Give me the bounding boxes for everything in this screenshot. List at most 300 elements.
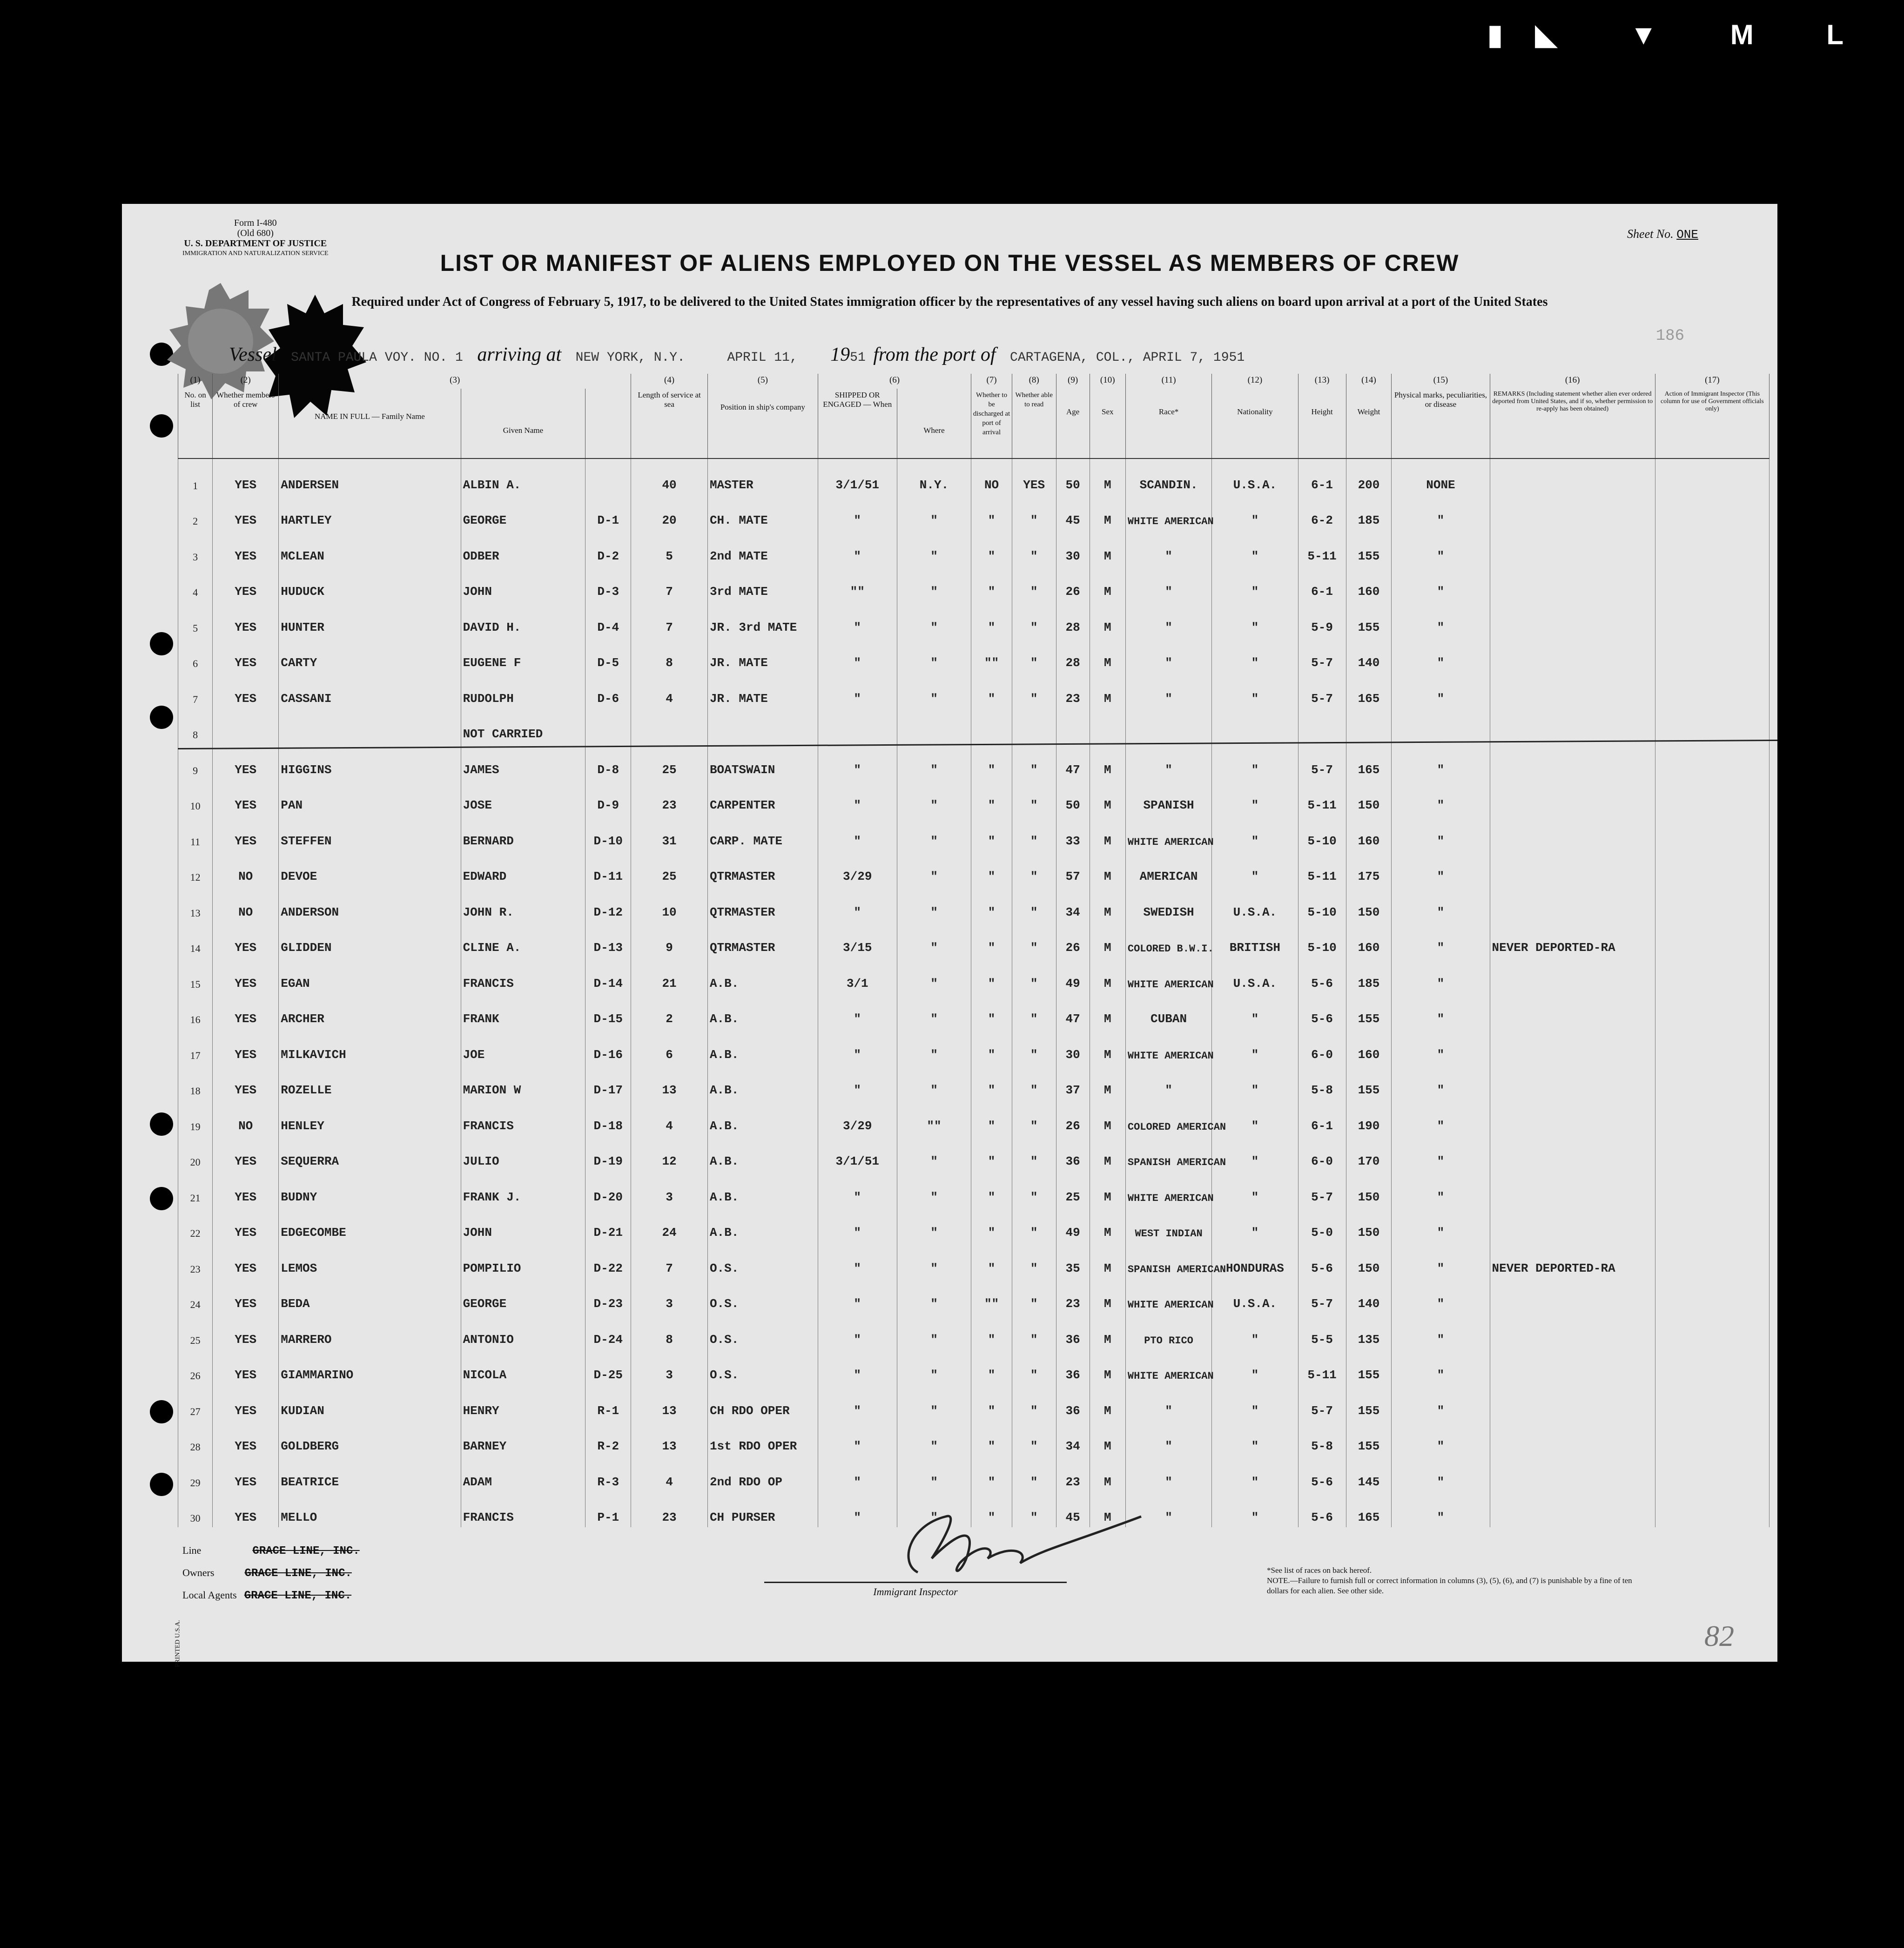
given-name-cell: NICOLA	[461, 1349, 585, 1385]
weight-cell: 165	[1346, 744, 1392, 780]
nationality-cell: "	[1212, 1065, 1298, 1100]
weight-cell: 165	[1346, 673, 1392, 708]
age-cell: 36	[1056, 1349, 1090, 1385]
physical-marks-cell: "	[1392, 530, 1490, 566]
nationality-cell	[1212, 708, 1298, 744]
inspector-action-cell	[1655, 851, 1769, 887]
position-cell: 1st RDO OPER	[707, 1421, 818, 1456]
weight-cell: 155	[1346, 993, 1392, 1029]
position-cell: QTRMASTER	[707, 886, 818, 922]
height-cell: 5-11	[1298, 780, 1346, 816]
nationality-cell: "	[1212, 1171, 1298, 1207]
family-name-cell: KUDIAN	[279, 1385, 461, 1421]
inspector-action-cell	[1655, 1065, 1769, 1100]
given-name-cell: DAVID H.	[461, 601, 585, 637]
discharged-cell	[971, 708, 1012, 744]
crew-code-cell: D-10	[585, 815, 631, 851]
discharged-cell: ""	[971, 637, 1012, 673]
position-cell: A.B.	[707, 1171, 818, 1207]
crew-member-cell: YES	[213, 1278, 279, 1314]
able-to-read-cell: "	[1012, 601, 1056, 637]
shipped-when-cell: 3/29	[818, 1100, 897, 1136]
line-number-cell: 6	[178, 637, 213, 673]
height-cell: 5-6	[1298, 957, 1346, 993]
given-name-cell: FRANCIS	[461, 1100, 585, 1136]
margin-note: 82	[1704, 1619, 1734, 1652]
age-cell: 36	[1056, 1314, 1090, 1349]
line-number-cell: 16	[178, 993, 213, 1029]
table-row	[178, 708, 1769, 744]
given-name-cell: JOHN	[461, 1207, 585, 1243]
service-length-cell: 25	[631, 744, 708, 780]
weight-cell: 160	[1346, 815, 1392, 851]
column-number: (4)	[631, 374, 708, 389]
discharged-cell: "	[971, 601, 1012, 637]
height-cell: 5-6	[1298, 1242, 1346, 1278]
age-cell: 50	[1056, 458, 1090, 495]
given-name-cell: ODBER	[461, 530, 585, 566]
shipped-where-cell: "	[897, 1349, 971, 1385]
nationality-cell: BRITISH	[1212, 922, 1298, 958]
discharged-cell: NO	[971, 458, 1012, 495]
inspector-action-cell	[1655, 673, 1769, 708]
shipped-where-cell: "	[897, 815, 971, 851]
height-cell: 6-1	[1298, 566, 1346, 602]
column-header: Physical marks, peculiarities, or disease	[1392, 389, 1490, 458]
film-marks: ▮◣ ▼ M L	[1487, 19, 1876, 50]
nationality-cell: U.S.A.	[1212, 1278, 1298, 1314]
able-to-read-cell: "	[1012, 1100, 1056, 1136]
position-cell: CARPENTER	[707, 780, 818, 816]
remarks-cell	[1490, 957, 1655, 993]
crew-member-cell: YES	[213, 1171, 279, 1207]
able-to-read-cell: "	[1012, 1456, 1056, 1492]
crew-code-cell: D-9	[585, 780, 631, 816]
crew-code-cell	[585, 708, 631, 744]
nationality-cell: "	[1212, 530, 1298, 566]
discharged-cell: "	[971, 744, 1012, 780]
shipped-when-cell: "	[818, 673, 897, 708]
service-name: IMMIGRATION AND NATURALIZATION SERVICE	[182, 250, 329, 257]
shipped-where-cell: "	[897, 601, 971, 637]
age-cell: 47	[1056, 993, 1090, 1029]
column-header: Nationality	[1212, 389, 1298, 458]
service-length-cell: 12	[631, 1136, 708, 1172]
crew-code-cell: R-3	[585, 1456, 631, 1492]
service-length-cell: 3	[631, 1349, 708, 1385]
able-to-read-cell: "	[1012, 1385, 1056, 1421]
remarks-cell	[1490, 886, 1655, 922]
service-length-cell: 8	[631, 1314, 708, 1349]
sex-cell	[1090, 708, 1125, 744]
family-name-cell: BEATRICE	[279, 1456, 461, 1492]
table-row	[178, 530, 1769, 566]
crew-code-cell: D-13	[585, 922, 631, 958]
agents-row	[182, 1584, 360, 1607]
agents-label: Local Agents	[182, 1589, 237, 1601]
crew-member-cell: YES	[213, 815, 279, 851]
age-cell: 23	[1056, 1456, 1090, 1492]
discharged-cell: "	[971, 1349, 1012, 1385]
nationality-cell: "	[1212, 1349, 1298, 1385]
family-name-cell: ANDERSEN	[279, 458, 461, 495]
height-cell: 5-8	[1298, 1065, 1346, 1100]
shipped-where-cell: "	[897, 566, 971, 602]
service-length-cell: 5	[631, 530, 708, 566]
shipped-where-cell: "	[897, 1278, 971, 1314]
column-number: (2)	[213, 374, 279, 389]
physical-marks-cell: "	[1392, 1492, 1490, 1528]
column-number: (14)	[1346, 374, 1392, 389]
service-length-cell	[631, 708, 708, 744]
able-to-read-cell: "	[1012, 637, 1056, 673]
remarks-cell	[1490, 637, 1655, 673]
table-row	[178, 1207, 1769, 1243]
sex-cell: M	[1090, 1421, 1125, 1456]
position-cell: QTRMASTER	[707, 851, 818, 887]
remarks-cell	[1490, 530, 1655, 566]
nationality-cell: "	[1212, 1385, 1298, 1421]
race-cell: "	[1125, 1385, 1211, 1421]
sex-cell: M	[1090, 993, 1125, 1029]
crew-code-cell: D-6	[585, 673, 631, 708]
able-to-read-cell: "	[1012, 1171, 1056, 1207]
crew-member-cell: NO	[213, 1100, 279, 1136]
given-name-cell: BARNEY	[461, 1421, 585, 1456]
given-name-cell: FRANK J.	[461, 1171, 585, 1207]
shipped-where-cell: "	[897, 673, 971, 708]
physical-marks-cell: "	[1392, 566, 1490, 602]
nationality-cell: "	[1212, 1029, 1298, 1065]
service-length-cell: 21	[631, 957, 708, 993]
sex-cell: M	[1090, 1136, 1125, 1172]
height-cell: 5-8	[1298, 1421, 1346, 1456]
table-row	[178, 1242, 1769, 1278]
arriving-label: arriving at	[477, 344, 562, 365]
remarks-cell	[1490, 601, 1655, 637]
service-length-cell: 40	[631, 458, 708, 495]
crew-code-cell: D-24	[585, 1314, 631, 1349]
inspector-action-cell	[1655, 957, 1769, 993]
weight-cell: 155	[1346, 1421, 1392, 1456]
remarks-cell	[1490, 1492, 1655, 1528]
physical-marks-cell: NONE	[1392, 458, 1490, 495]
able-to-read-cell: "	[1012, 1242, 1056, 1278]
inspector-action-cell	[1655, 1314, 1769, 1349]
family-name-cell: ARCHER	[279, 993, 461, 1029]
column-header: Whether able to read	[1012, 389, 1056, 458]
family-name-cell: GIAMMARINO	[279, 1349, 461, 1385]
given-name-cell: JULIO	[461, 1136, 585, 1172]
table-row	[178, 1456, 1769, 1492]
inspector-action-cell	[1655, 458, 1769, 495]
crew-member-cell	[213, 708, 279, 744]
given-name-cell: JOHN	[461, 566, 585, 602]
height-cell: 5-11	[1298, 530, 1346, 566]
inspector-action-cell	[1655, 1207, 1769, 1243]
remarks-cell	[1490, 566, 1655, 602]
weight-cell: 160	[1346, 922, 1392, 958]
physical-marks-cell: "	[1392, 637, 1490, 673]
given-name-cell: MARION W	[461, 1065, 585, 1100]
column-header: Whether to be discharged at port of arrival	[971, 389, 1012, 458]
race-cell: "	[1125, 637, 1211, 673]
vessel-label: Vessel	[229, 344, 277, 365]
crew-member-cell: YES	[213, 458, 279, 495]
service-length-cell: 8	[631, 637, 708, 673]
crew-code-cell: D-20	[585, 1171, 631, 1207]
sex-cell: M	[1090, 922, 1125, 958]
line-number-cell: 28	[178, 1421, 213, 1456]
discharged-cell: ""	[971, 1278, 1012, 1314]
nationality-cell: "	[1212, 1456, 1298, 1492]
discharged-cell: "	[971, 1029, 1012, 1065]
inspector-action-cell	[1655, 1029, 1769, 1065]
column-number: (5)	[707, 374, 818, 389]
able-to-read-cell: "	[1012, 673, 1056, 708]
physical-marks-cell: "	[1392, 1456, 1490, 1492]
shipped-when-cell: "	[818, 993, 897, 1029]
remarks-cell	[1490, 744, 1655, 780]
race-cell: CUBAN	[1125, 993, 1211, 1029]
service-length-cell: 6	[631, 1029, 708, 1065]
table-row	[178, 1385, 1769, 1421]
shipped-where-cell: "	[897, 530, 971, 566]
weight-cell	[1346, 708, 1392, 744]
column-header	[585, 389, 631, 458]
shipped-when-cell: "	[818, 1456, 897, 1492]
position-cell: O.S.	[707, 1242, 818, 1278]
sheet-number-value: ONE	[1676, 228, 1698, 242]
column-number-row	[178, 374, 1769, 389]
line-number-cell: 25	[178, 1314, 213, 1349]
discharged-cell: "	[971, 1207, 1012, 1243]
column-header: No. on list	[178, 389, 213, 458]
weight-cell: 170	[1346, 1136, 1392, 1172]
table-row	[178, 1100, 1769, 1136]
table-row	[178, 1065, 1769, 1100]
inspector-action-cell	[1655, 637, 1769, 673]
age-cell	[1056, 708, 1090, 744]
table-row	[178, 922, 1769, 958]
line-number-cell: 13	[178, 886, 213, 922]
family-name-cell: BEDA	[279, 1278, 461, 1314]
age-cell: 30	[1056, 1029, 1090, 1065]
height-cell: 5-7	[1298, 1278, 1346, 1314]
discharged-cell: "	[971, 886, 1012, 922]
able-to-read-cell: "	[1012, 957, 1056, 993]
shipped-when-cell: "	[818, 1314, 897, 1349]
able-to-read-cell: "	[1012, 1278, 1056, 1314]
age-cell: 36	[1056, 1385, 1090, 1421]
given-name-cell: JAMES	[461, 744, 585, 780]
stamp-number: 186	[1655, 327, 1684, 345]
position-cell: A.B.	[707, 1136, 818, 1172]
sheet-number	[1627, 227, 1698, 242]
column-header: Sex	[1090, 389, 1125, 458]
position-cell: A.B.	[707, 957, 818, 993]
crew-member-cell: YES	[213, 601, 279, 637]
crew-member-cell: YES	[213, 1136, 279, 1172]
inspector-action-cell	[1655, 1171, 1769, 1207]
sex-cell: M	[1090, 601, 1125, 637]
nationality-cell: "	[1212, 780, 1298, 816]
able-to-read-cell: "	[1012, 1207, 1056, 1243]
physical-marks-cell: "	[1392, 601, 1490, 637]
race-cell: WEST INDIAN	[1125, 1207, 1211, 1243]
nationality-cell: U.S.A.	[1212, 886, 1298, 922]
service-length-cell: 31	[631, 815, 708, 851]
page-subtitle: Required under Act of Congress of February 5, 1917, to be delivered to the United States immigration officer by the representatives of any vessel having such aliens on board upon arrival at a port of the United States	[351, 295, 1548, 309]
physical-marks-cell: "	[1392, 1100, 1490, 1136]
shipped-where-cell: "	[897, 1314, 971, 1349]
shipped-where-cell: "	[897, 1171, 971, 1207]
crew-code-cell: D-15	[585, 993, 631, 1029]
given-name-cell: FRANK	[461, 993, 585, 1029]
inspector-action-cell	[1655, 495, 1769, 531]
height-cell: 5-10	[1298, 922, 1346, 958]
sex-cell: M	[1090, 1456, 1125, 1492]
service-length-cell: 7	[631, 566, 708, 602]
shipped-where-cell: "	[897, 1385, 971, 1421]
physical-marks-cell: "	[1392, 886, 1490, 922]
sex-cell: M	[1090, 1278, 1125, 1314]
crew-code-cell: D-22	[585, 1242, 631, 1278]
line-number-cell: 1	[178, 458, 213, 495]
position-cell: CH RDO OPER	[707, 1385, 818, 1421]
physical-marks-cell: "	[1392, 495, 1490, 531]
column-number: (17)	[1655, 374, 1769, 389]
able-to-read-cell: "	[1012, 851, 1056, 887]
form-old-number: (Old 680)	[237, 228, 274, 238]
physical-marks-cell: "	[1392, 851, 1490, 887]
physical-marks-cell: "	[1392, 744, 1490, 780]
sex-cell: M	[1090, 780, 1125, 816]
shipped-where-cell: "	[897, 1065, 971, 1100]
crew-code-cell: D-11	[585, 851, 631, 887]
sex-cell: M	[1090, 495, 1125, 531]
shipped-when-cell: "	[818, 886, 897, 922]
height-cell: 6-1	[1298, 458, 1346, 495]
remarks-cell	[1490, 1100, 1655, 1136]
table-row	[178, 1278, 1769, 1314]
family-name-cell: BUDNY	[279, 1171, 461, 1207]
owners-label: Owners	[182, 1567, 215, 1578]
crew-member-cell: YES	[213, 957, 279, 993]
shipped-where-cell: "	[897, 922, 971, 958]
family-name-cell: CASSANI	[279, 673, 461, 708]
crew-member-cell: NO	[213, 851, 279, 887]
family-name-cell: MARRERO	[279, 1314, 461, 1349]
nationality-cell: "	[1212, 637, 1298, 673]
inspector-signature	[890, 1507, 1150, 1586]
weight-cell: 155	[1346, 601, 1392, 637]
from-port-value: CARTAGENA, COL., APRIL 7, 1951	[1010, 351, 1245, 365]
position-cell: A.B.	[707, 1207, 818, 1243]
given-name-cell: FRANCIS	[461, 957, 585, 993]
footer-notes	[1267, 1565, 1648, 1596]
remarks-cell	[1490, 1136, 1655, 1172]
given-name-cell: ANTONIO	[461, 1314, 585, 1349]
height-cell: 5-9	[1298, 601, 1346, 637]
manifest-sheet	[122, 204, 1777, 1667]
family-name-cell: GLIDDEN	[279, 922, 461, 958]
shipped-when-cell: 3/1	[818, 957, 897, 993]
inspector-action-cell	[1655, 815, 1769, 851]
punch-hole	[150, 632, 173, 655]
weight-cell: 160	[1346, 566, 1392, 602]
age-cell: 33	[1056, 815, 1090, 851]
weight-cell: 140	[1346, 637, 1392, 673]
table-row	[178, 566, 1769, 602]
crew-code-cell	[585, 458, 631, 495]
shipped-where-cell: "	[897, 886, 971, 922]
table-row	[178, 495, 1769, 531]
service-length-cell: 7	[631, 1242, 708, 1278]
vessel-value: SANTA PAULA VOY. NO. 1	[291, 351, 463, 365]
given-name-cell: RUDOLPH	[461, 673, 585, 708]
shipped-when-cell: "	[818, 1421, 897, 1456]
crew-member-cell: YES	[213, 566, 279, 602]
sex-cell: M	[1090, 957, 1125, 993]
race-cell: WHITE AMERICAN	[1125, 1349, 1211, 1385]
crew-code-cell: D-3	[585, 566, 631, 602]
line-number-cell: 3	[178, 530, 213, 566]
owners-value: GRACE LINE, INC.	[244, 1567, 352, 1580]
table-row	[178, 886, 1769, 922]
physical-marks-cell: "	[1392, 1421, 1490, 1456]
weight-cell: 150	[1346, 1207, 1392, 1243]
shipped-when-cell: ""	[818, 566, 897, 602]
column-number: (9)	[1056, 374, 1090, 389]
able-to-read-cell: "	[1012, 886, 1056, 922]
weight-cell: 185	[1346, 957, 1392, 993]
able-to-read-cell: "	[1012, 1065, 1056, 1100]
position-cell: A.B.	[707, 1100, 818, 1136]
column-number: (6)	[818, 374, 971, 389]
given-name-cell: POMPILIO	[461, 1242, 585, 1278]
physical-marks-cell: "	[1392, 1349, 1490, 1385]
race-cell: WHITE AMERICAN	[1125, 957, 1211, 993]
given-name-cell: FRANCIS	[461, 1492, 585, 1528]
sex-cell: M	[1090, 1207, 1125, 1243]
weight-cell: 150	[1346, 886, 1392, 922]
table-row	[178, 1349, 1769, 1385]
column-header: Length of service at sea	[631, 389, 708, 458]
sex-cell: M	[1090, 1314, 1125, 1349]
table-row	[178, 673, 1769, 708]
sex-cell: M	[1090, 530, 1125, 566]
table-row	[178, 1171, 1769, 1207]
line-number-cell: 10	[178, 780, 213, 816]
inspector-action-cell	[1655, 1385, 1769, 1421]
shipped-where-cell: "	[897, 495, 971, 531]
position-cell: JR. MATE	[707, 673, 818, 708]
remarks-cell	[1490, 708, 1655, 744]
able-to-read-cell: "	[1012, 1029, 1056, 1065]
race-cell: WHITE AMERICAN	[1125, 1278, 1211, 1314]
family-name-cell: ROZELLE	[279, 1065, 461, 1100]
service-length-cell: 3	[631, 1171, 708, 1207]
physical-marks-cell: "	[1392, 957, 1490, 993]
line-number-cell: 5	[178, 601, 213, 637]
form-number: Form I-480	[234, 218, 277, 228]
weight-cell: 175	[1346, 851, 1392, 887]
service-length-cell: 23	[631, 780, 708, 816]
family-name-cell: MCLEAN	[279, 530, 461, 566]
inspector-action-cell	[1655, 708, 1769, 744]
column-header: Age	[1056, 389, 1090, 458]
